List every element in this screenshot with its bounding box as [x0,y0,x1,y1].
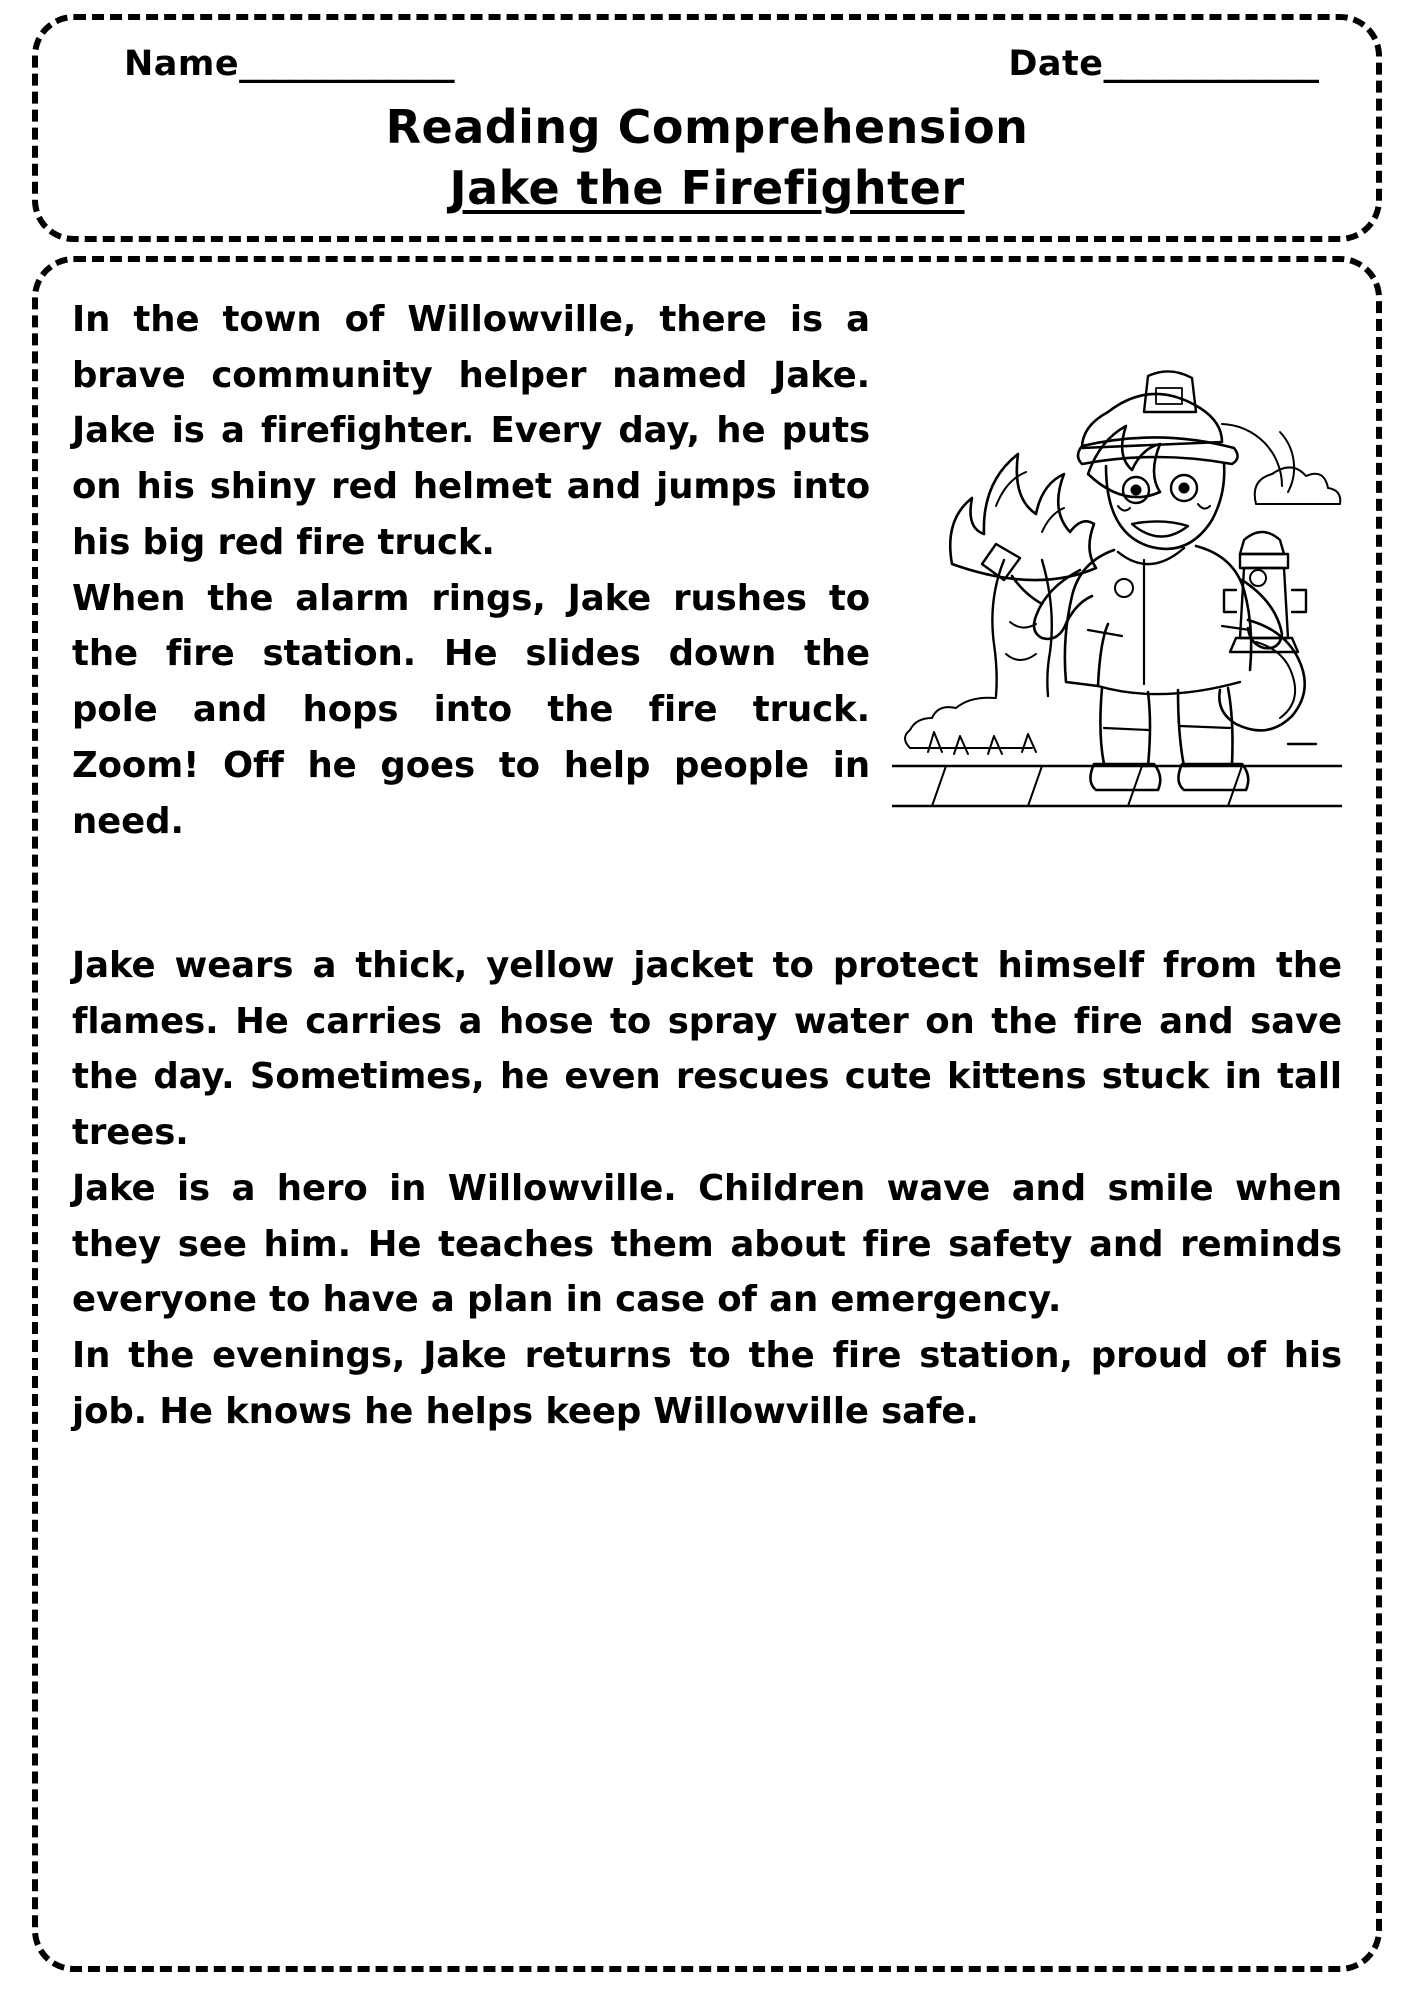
date-blank[interactable]: _____________ [1103,44,1318,84]
date-label: Date [1008,44,1104,84]
passage-bottom-section [72,938,1342,1440]
passage-paragraph-1: In the town of Willowville, there is a brave community helper named Jake. Jake is a firefighter. Every day, he puts on his shiny red helmet and jumps into his big red fire truck. [72,299,870,563]
header-box [32,14,1382,242]
passage-paragraph-5: In the evenings, Jake returns to the fire station, proud of his job. He knows he helps keep Willowville safe. [72,1335,1342,1432]
title-block [72,98,1342,218]
passage-paragraph-3: Jake wears a thick, yellow jacket to protect himself from the flames. He carries a hose to spray water on the fire and save the day. Sometimes, he even rescues cute kittens stuck in tall trees. [72,945,1342,1154]
passage-paragraph-2: When the alarm rings, Jake rushes to the fire station. He slides down the pole and hops into the fire truck. Zoom! Off he goes to help people in need. [72,577,870,842]
name-blank[interactable]: _____________ [239,44,454,84]
firefighter-illustration [892,354,1342,824]
name-date-row [72,38,1342,84]
passage-top-section [72,292,1342,932]
name-label: Name [124,44,240,84]
date-field[interactable] [1008,44,1318,84]
name-field[interactable] [124,44,454,84]
passage-paragraph-4: Jake is a hero in Willowville. Children wave and smile when they see him. He teaches them about fire safety and reminds everyone to have a plan in case of an emergency. [72,1167,1342,1321]
page-title: Reading Comprehension [385,100,1029,154]
passage-box [32,256,1382,1972]
page-subtitle: Jake the Firefighter [449,160,965,215]
